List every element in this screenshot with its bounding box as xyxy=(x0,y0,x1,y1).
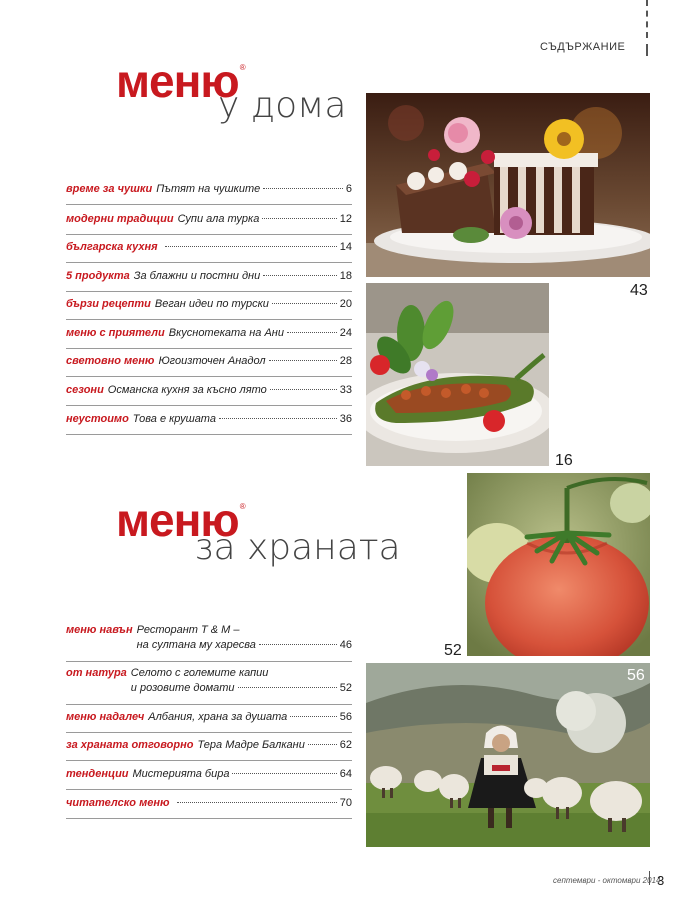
toc-category: време за чушки xyxy=(66,183,153,195)
toc-separator xyxy=(66,789,352,790)
pepper-photo[interactable] xyxy=(366,283,549,466)
toc-category: неустоимо xyxy=(66,413,129,425)
toc-title: Османска кухня за късно лято xyxy=(107,384,267,396)
toc-leader-dots xyxy=(263,188,343,189)
toc-separator xyxy=(66,704,352,705)
toc-entry[interactable] xyxy=(66,213,352,225)
section2-subtitle: за храната xyxy=(194,527,401,568)
section1-subtitle: у дома xyxy=(218,85,347,126)
toc-leader-dots xyxy=(269,360,337,361)
footer-folio: 3 xyxy=(657,873,665,888)
toc-category: тенденции xyxy=(66,768,129,780)
toc-leader-dots xyxy=(263,275,337,276)
toc-separator xyxy=(66,405,352,406)
cake-page-number: 43 xyxy=(630,282,648,299)
toc-entry[interactable] xyxy=(66,623,352,653)
header-dash-line xyxy=(646,44,648,56)
toc-entry[interactable] xyxy=(66,241,352,253)
toc-page-number: 6 xyxy=(345,183,352,195)
toc-leader-dots xyxy=(270,389,337,390)
toc-category: меню с приятели xyxy=(66,327,165,339)
toc-title: Албания, храна за душата xyxy=(148,711,288,723)
toc-page-number: 14 xyxy=(339,241,352,253)
toc-page-number: 52 xyxy=(339,682,352,694)
toc-separator xyxy=(66,376,352,377)
toc-title: Югоизточен Анадол xyxy=(158,355,266,367)
footer-issue: септември - октомври 2014 xyxy=(553,876,661,885)
toc-title: Мистерията бира xyxy=(132,768,230,780)
tomato-page-number: 52 xyxy=(444,642,462,659)
toc-separator xyxy=(66,732,352,733)
toc-entry[interactable] xyxy=(66,183,352,195)
toc-category: за храната отговорно xyxy=(66,739,194,751)
toc-leader-dots xyxy=(272,303,337,304)
toc-category: читателско меню xyxy=(66,797,170,809)
tomato-photo[interactable] xyxy=(467,473,650,656)
toc-page-number: 62 xyxy=(339,739,352,751)
toc-separator xyxy=(66,204,352,205)
toc-entry[interactable] xyxy=(66,270,352,282)
toc-separator xyxy=(66,760,352,761)
toc-page-number: 20 xyxy=(339,298,352,310)
toc-title: Вкуснотеката на Ани xyxy=(168,327,284,339)
toc-leader-dots xyxy=(290,716,337,717)
toc-entry[interactable] xyxy=(66,797,352,809)
toc-title: Супи ала турка xyxy=(177,213,260,225)
cake-photo[interactable] xyxy=(366,93,650,277)
toc-separator xyxy=(66,319,352,320)
toc-leader-dots xyxy=(262,218,336,219)
sheep-page-number: 56 xyxy=(627,667,645,684)
toc-page-number: 33 xyxy=(339,384,352,396)
toc-leader-dots xyxy=(308,744,337,745)
footer-divider xyxy=(649,871,650,885)
toc-leader-dots xyxy=(219,418,337,419)
toc-entry[interactable] xyxy=(66,711,352,723)
toc-leader-dots xyxy=(238,687,337,688)
toc-category: модерни традиции xyxy=(66,213,174,225)
pepper-page-number: 16 xyxy=(555,452,573,469)
toc-leader-dots xyxy=(232,773,336,774)
toc-category: световно меню xyxy=(66,355,155,367)
toc-page-number: 36 xyxy=(339,413,352,425)
toc-category: от натура xyxy=(66,667,127,679)
toc-entry[interactable] xyxy=(66,768,352,780)
toc-separator xyxy=(66,434,352,435)
toc-title-continued: и розовите домати xyxy=(130,682,235,694)
toc-entry[interactable] xyxy=(66,384,352,396)
toc-entry[interactable] xyxy=(66,355,352,367)
toc-separator xyxy=(66,661,352,662)
toc-category: бързи рецепти xyxy=(66,298,151,310)
toc-page-number: 12 xyxy=(339,213,352,225)
toc-page-number: 56 xyxy=(339,711,352,723)
toc-separator xyxy=(66,291,352,292)
toc-page-number: 24 xyxy=(339,327,352,339)
header-dash-line xyxy=(646,0,648,38)
toc-title: Тера Мадре Балкани xyxy=(197,739,305,751)
toc-page-number: 46 xyxy=(339,639,352,651)
section1-brand: меню® xyxy=(116,55,245,107)
toc-category: 5 продукта xyxy=(66,270,130,282)
toc-category: сезони xyxy=(66,384,104,396)
toc-title: Веган идеи по турски xyxy=(154,298,269,310)
toc-leader-dots xyxy=(177,802,337,803)
toc-leader-dots xyxy=(259,644,337,645)
toc-separator xyxy=(66,818,352,819)
toc-page-number: 18 xyxy=(339,270,352,282)
toc-page-number: 28 xyxy=(339,355,352,367)
toc-page-number: 70 xyxy=(339,797,352,809)
sheep-photo[interactable] xyxy=(366,663,650,847)
toc-entry[interactable] xyxy=(66,739,352,751)
section2-brand: меню® xyxy=(116,494,245,546)
toc-separator xyxy=(66,348,352,349)
section-label: СЪДЪРЖАНИЕ xyxy=(540,41,626,53)
toc-title: За блажни и постни дни xyxy=(133,270,261,282)
toc-title: Селото с големите капии xyxy=(130,667,269,679)
toc-category: меню надалеч xyxy=(66,711,145,723)
toc-leader-dots xyxy=(165,246,337,247)
toc-separator xyxy=(66,234,352,235)
toc-leader-dots xyxy=(287,332,337,333)
toc-category: българска кухня xyxy=(66,241,158,253)
toc-title: Ресторант Т & М – xyxy=(136,624,240,636)
toc-title: Пътят на чушките xyxy=(156,183,261,195)
toc-separator xyxy=(66,262,352,263)
toc-title-continued: на султана му харесва xyxy=(136,639,256,651)
toc-page-number: 64 xyxy=(339,768,352,780)
toc-title: Това е крушата xyxy=(132,413,216,425)
toc-entry[interactable] xyxy=(66,413,352,425)
toc-entry[interactable] xyxy=(66,327,352,339)
toc-entry[interactable] xyxy=(66,666,352,696)
toc-entry[interactable] xyxy=(66,298,352,310)
toc-category: меню навън xyxy=(66,624,133,636)
